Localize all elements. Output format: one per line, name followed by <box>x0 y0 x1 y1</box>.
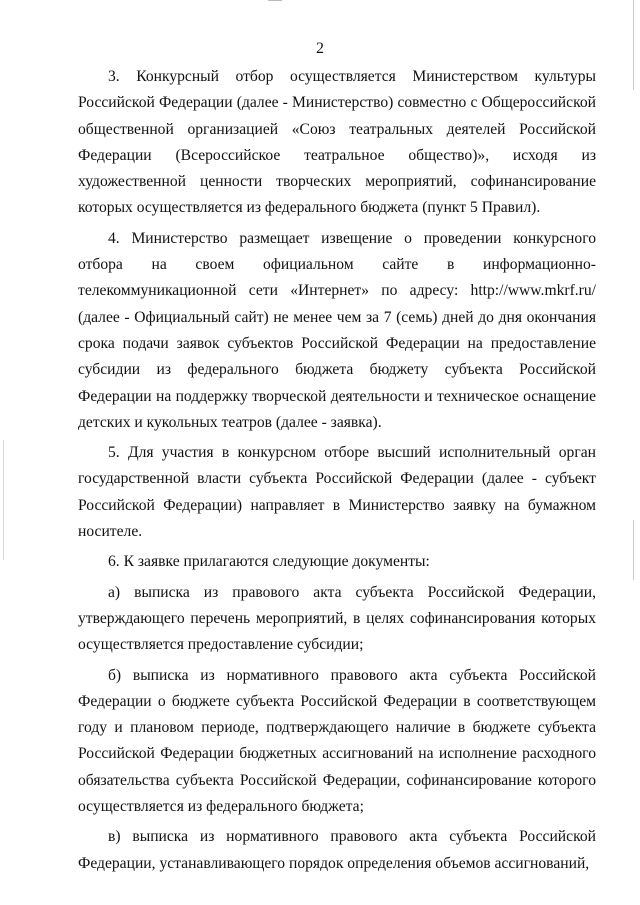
paragraph-6v: в) выписка из нормативного правового акта субъекта Российской Федерации, устанавливающего порядок определения объемов ассигнований, <box>78 828 596 872</box>
scan-artifact-top <box>268 0 282 1</box>
paragraph-3: 3. Конкурсный отбор осуществляется Министерством культуры Российской Федерации (далее - Министерство) совместно с Общероссийской общественной организацией «Союз театральных деятелей Российской Федерации (Всероссийское театральное общество)», исходя из художественной ценности творческих мероприятий, софинансирование которых осуществляется из федерального бюджета (пункт 5 Правил). <box>78 68 596 217</box>
paragraph-6: 6. К заявке прилагаются следующие документы: <box>108 553 430 571</box>
document-body <box>78 64 596 877</box>
paragraph-4: 4. Министерство размещает извещение о проведении конкурсного отбора на своем официальном сайте в информационно-телекоммуникационной сети «Интернет» по адресу: http://www.mkrf.ru/ (далее - Официальный сайт) не менее чем за 7 (семь) дней до дня окончания срока подачи заявок субъектов Российской Федерации на предоставление субсидии из федерального бюджета бюджету субъекта Российской Федерации на поддержку творческой деятельности и техническое оснащение детских и кукольных театров (далее - заявка). <box>78 229 596 431</box>
paragraph-6b: б) выписка из нормативного правового акта субъекта Российской Федерации о бюджете субъекта Российской Федерации в соответствующем году и плановом периоде, подтверждающего наличие в бюджете субъекта Российской Федерации бюджетных ассигнований на исполнение расходного обязательства субъекта Российской Федерации, софинансирование которого осуществляется из федерального бюджета; <box>78 666 596 816</box>
scan-artifact-right-2 <box>633 520 634 580</box>
page-number: 2 <box>316 40 324 57</box>
paragraph-6a: а) выписка из правового акта субъекта Российской Федерации, утверждающего перечень мероприятий, в целях софинансирования которых осуществляется предоставление субсидии; <box>78 583 596 654</box>
paragraph-5: 5. Для участия в конкурсном отборе высший исполнительный орган государственной власти субъекта Российской Федерации (далее - субъект Российской Федерации) направляет в Министерство заявку на бумажном носителе. <box>78 444 596 541</box>
scan-artifact-left <box>3 440 4 560</box>
